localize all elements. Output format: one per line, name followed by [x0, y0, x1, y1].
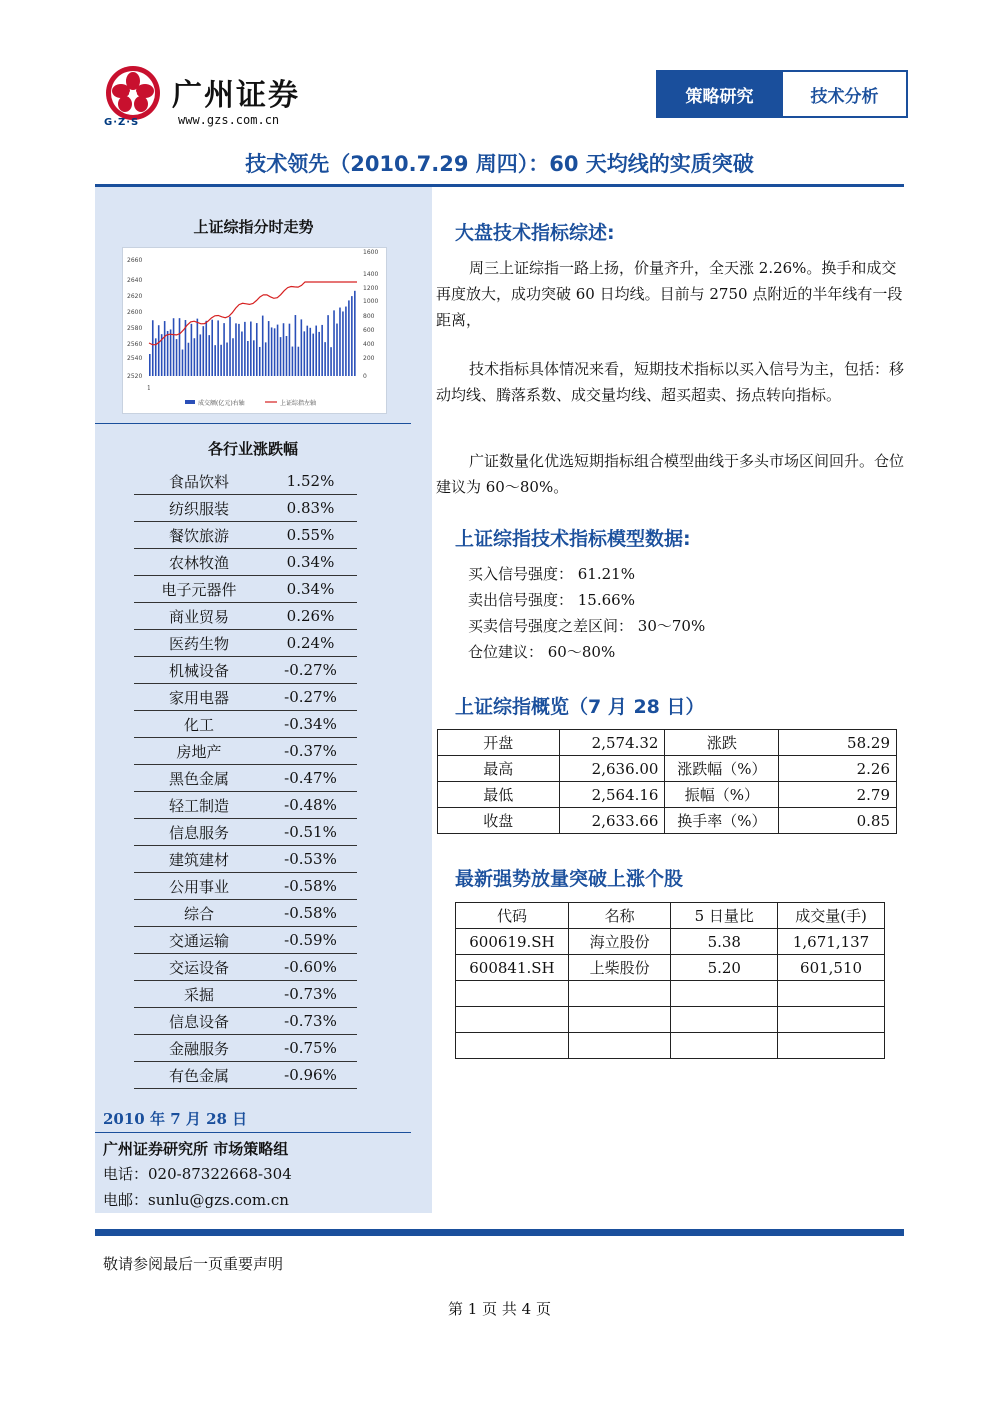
industry-row	[134, 1035, 357, 1062]
svg-text:1400: 1400	[363, 271, 379, 278]
industry-name: 房地产	[134, 738, 264, 765]
overview-row	[438, 730, 897, 756]
intraday-chart-svg	[123, 248, 386, 413]
stocks-header-cell: 5 日量比	[671, 903, 778, 929]
stock-cell	[568, 1033, 671, 1059]
contact-phone: 电话：020-87322668-304	[103, 1165, 292, 1183]
stocks-header-cell: 成交量(手)	[778, 903, 885, 929]
stock-cell	[778, 1007, 885, 1033]
industry-change: -0.73%	[264, 981, 357, 1008]
stock-cell: 上柴股份	[568, 955, 671, 981]
stock-cell	[456, 1007, 569, 1033]
volume-bar	[182, 350, 184, 376]
industry-name: 商业贸易	[134, 603, 264, 630]
section-title-model-data: 上证综指技术指标模型数据:	[455, 528, 691, 550]
volume-bar	[354, 291, 356, 376]
volume-bar	[256, 323, 258, 376]
industry-name: 交运设备	[134, 954, 264, 981]
volume-bar	[173, 318, 175, 376]
industry-name: 电子元器件	[134, 576, 264, 603]
stock-cell: 600619.SH	[456, 929, 569, 955]
svg-text:2640: 2640	[127, 277, 143, 284]
industry-row	[134, 630, 357, 657]
volume-bar	[345, 307, 347, 376]
intraday-chart-title: 上证综指分时走势	[193, 218, 314, 236]
volume-bar	[176, 339, 178, 376]
section-title-summary: 大盘技术指标综述:	[455, 222, 615, 244]
volume-bar	[283, 323, 285, 376]
volume-bar	[170, 329, 172, 376]
overview-value: 2.26	[779, 756, 897, 782]
volume-bar	[164, 321, 166, 376]
volume-bar	[205, 321, 207, 376]
stock-cell	[456, 1033, 569, 1059]
tag-strategy-research: 策略研究	[658, 72, 781, 116]
industry-name: 综合	[134, 900, 264, 927]
overview-value: 2,564.16	[559, 782, 665, 808]
industry-change: -0.75%	[264, 1035, 357, 1062]
volume-bar	[333, 310, 335, 376]
overview-label: 最低	[438, 782, 560, 808]
volume-bar	[330, 347, 332, 376]
svg-text:2660: 2660	[127, 257, 143, 264]
industry-name: 轻工制造	[134, 792, 264, 819]
volume-bar	[211, 320, 213, 376]
page-number: 第 1 页 共 4 页	[448, 1300, 551, 1318]
stock-cell	[778, 1033, 885, 1059]
industry-table-title: 各行业涨跌幅	[207, 440, 298, 458]
tag-technical-analysis: 技术分析	[781, 72, 906, 116]
volume-bar	[214, 345, 216, 376]
chart-x-tick: 1	[147, 385, 151, 392]
volume-bar	[250, 322, 252, 376]
industry-row	[134, 549, 357, 576]
stocks-header-cell: 名称	[568, 903, 671, 929]
stock-cell	[456, 981, 569, 1007]
industry-row	[134, 495, 357, 522]
overview-row	[438, 782, 897, 808]
industry-row	[134, 1062, 357, 1089]
volume-bar	[152, 320, 154, 376]
industry-change: 1.52%	[264, 468, 357, 495]
industry-row	[134, 765, 357, 792]
industry-change: -0.59%	[264, 927, 357, 954]
industry-change: 0.26%	[264, 603, 357, 630]
brand-name: 广州证券	[172, 78, 300, 113]
industry-change: 0.24%	[264, 630, 357, 657]
volume-bar	[306, 326, 308, 376]
svg-text:2540: 2540	[127, 355, 143, 362]
overview-value: 2,633.66	[559, 808, 665, 834]
overview-value: 2,574.32	[559, 730, 665, 756]
volume-bar	[324, 342, 326, 376]
overview-value: 0.85	[779, 808, 897, 834]
industry-row	[134, 738, 357, 765]
industry-row	[134, 927, 357, 954]
svg-text:2520: 2520	[127, 373, 143, 380]
industry-change: -0.37%	[264, 738, 357, 765]
overview-label: 最高	[438, 756, 560, 782]
overview-label: 换手率（%）	[665, 808, 779, 834]
sell-signal-strength: 卖出信号强度： 15.66%	[468, 591, 635, 609]
stock-cell: 600841.SH	[456, 955, 569, 981]
stocks-header-cell: 代码	[456, 903, 569, 929]
volume-bar	[244, 322, 246, 376]
industry-row	[134, 819, 357, 846]
volume-bar	[289, 324, 291, 376]
industry-change: 0.34%	[264, 549, 357, 576]
overview-label: 开盘	[438, 730, 560, 756]
stock-row	[456, 981, 885, 1007]
industry-row	[134, 873, 357, 900]
industry-name: 采掘	[134, 981, 264, 1008]
industry-name: 信息服务	[134, 819, 264, 846]
industry-row	[134, 657, 357, 684]
industry-row	[134, 603, 357, 630]
chart-right-axis-labels	[363, 249, 378, 380]
chart-left-axis-labels	[127, 257, 142, 380]
stock-cell	[568, 1007, 671, 1033]
intraday-chart	[122, 247, 387, 414]
volume-bar	[348, 300, 350, 376]
industry-name: 黑色金属	[134, 765, 264, 792]
volume-bar	[339, 308, 341, 376]
svg-text:1600: 1600	[363, 249, 379, 256]
svg-text:400: 400	[363, 341, 375, 348]
volume-bar	[194, 338, 196, 376]
industry-change: -0.96%	[264, 1062, 357, 1089]
sidebar-divider-bottom	[95, 1132, 411, 1133]
svg-text:600: 600	[363, 327, 375, 334]
industry-change: -0.58%	[264, 873, 357, 900]
industry-change: -0.51%	[264, 819, 357, 846]
stock-cell	[671, 1033, 778, 1059]
industry-change: -0.73%	[264, 1008, 357, 1035]
industry-name: 农林牧渔	[134, 549, 264, 576]
volume-bar	[158, 325, 160, 376]
volume-bar	[167, 331, 169, 376]
volume-bar	[277, 325, 279, 376]
industry-row	[134, 684, 357, 711]
industry-row	[134, 900, 357, 927]
svg-text:200: 200	[363, 355, 375, 362]
volume-bar	[309, 328, 311, 376]
volume-bar	[327, 315, 329, 376]
industry-name: 建筑建材	[134, 846, 264, 873]
legend-index: 上证综指左轴	[280, 400, 317, 407]
volume-bar	[220, 345, 222, 376]
industry-name: 食品饮料	[134, 468, 264, 495]
stock-cell: 601,510	[778, 955, 885, 981]
overview-label: 振幅（%）	[665, 782, 779, 808]
industry-change: -0.34%	[264, 711, 357, 738]
industry-name: 有色金属	[134, 1062, 264, 1089]
volume-bar	[191, 324, 193, 376]
volume-bar	[292, 347, 294, 376]
industry-row	[134, 711, 357, 738]
overview-label: 收盘	[438, 808, 560, 834]
stock-cell: 5.38	[671, 929, 778, 955]
volume-bar	[179, 318, 181, 376]
section-title-breakout-stocks: 最新强势放量突破上涨个股	[455, 868, 684, 890]
industry-change: 0.34%	[264, 576, 357, 603]
volume-bar	[200, 334, 202, 376]
svg-text:2580: 2580	[127, 325, 143, 332]
volume-bar	[232, 338, 234, 376]
svg-text:0: 0	[363, 373, 367, 380]
chart-legend	[185, 399, 316, 407]
signal-difference-range: 买卖信号强度之差区间： 30～70%	[468, 617, 706, 635]
volume-bar	[268, 321, 270, 376]
industry-row	[134, 468, 357, 495]
footer-divider	[95, 1229, 904, 1236]
volume-bar	[298, 347, 300, 376]
overview-value: 2.79	[779, 782, 897, 808]
stock-row	[456, 1007, 885, 1033]
industry-change: 0.83%	[264, 495, 357, 522]
svg-text:1200: 1200	[363, 285, 379, 292]
volume-bar	[295, 315, 297, 376]
volume-bar	[247, 341, 249, 376]
industry-change: -0.27%	[264, 684, 357, 711]
svg-text:800: 800	[363, 313, 375, 320]
industry-row	[134, 576, 357, 603]
stock-cell: 5.20	[671, 955, 778, 981]
industry-name: 医药生物	[134, 630, 264, 657]
industry-name: 纺织服装	[134, 495, 264, 522]
legend-bar-swatch	[185, 400, 195, 404]
volume-bar	[226, 343, 228, 376]
industry-change: -0.60%	[264, 954, 357, 981]
svg-text:1000: 1000	[363, 298, 379, 305]
industry-name: 交通运输	[134, 927, 264, 954]
summary-paragraph-3: 广证数量化优选短期指标组合模型曲线于多头市场区间回升。仓位建议为 60～80%。	[436, 452, 905, 496]
overview-label: 涨跌	[665, 730, 779, 756]
index-overview-table	[437, 729, 897, 834]
volume-bar	[321, 325, 323, 376]
volume-bar	[280, 337, 282, 376]
stock-cell	[778, 981, 885, 1007]
industry-name: 化工	[134, 711, 264, 738]
volume-bar	[312, 334, 314, 376]
industry-row	[134, 981, 357, 1008]
industry-row	[134, 522, 357, 549]
industry-name: 家用电器	[134, 684, 264, 711]
report-date: 2010 年 7 月 28 日	[103, 1110, 248, 1128]
industry-row	[134, 1008, 357, 1035]
industry-name: 信息设备	[134, 1008, 264, 1035]
brand-url: www.gzs.com.cn	[178, 113, 280, 127]
stock-row	[456, 1033, 885, 1059]
research-org: 广州证券研究所 市场策略组	[103, 1140, 289, 1158]
volume-bar	[238, 324, 240, 376]
svg-text:2620: 2620	[127, 293, 143, 300]
company-logo-icon	[104, 64, 162, 122]
overview-row	[438, 808, 897, 834]
svg-text:2600: 2600	[127, 309, 143, 316]
volume-bar	[336, 324, 338, 376]
summary-paragraph-2: 技术指标具体情况来看，短期技术指标以买入信号为主，包括：移动均线、腾落系数、成交量均线、超买超卖、扬点转向指标。	[436, 360, 905, 404]
industry-change: -0.53%	[264, 846, 357, 873]
volume-bar	[235, 323, 237, 376]
volume-bar	[265, 342, 267, 376]
overview-value: 58.29	[779, 730, 897, 756]
industry-name: 金融服务	[134, 1035, 264, 1062]
section-title-overview: 上证综指概览（7 月 28 日）	[455, 696, 705, 718]
industry-name: 餐饮旅游	[134, 522, 264, 549]
legend-volume: 成交额(亿元)右轴	[198, 400, 245, 407]
industry-change: -0.27%	[264, 657, 357, 684]
stock-cell	[671, 1007, 778, 1033]
stock-row	[456, 929, 885, 955]
volume-bar	[229, 317, 231, 376]
svg-text:2560: 2560	[127, 341, 143, 348]
report-type-tags	[656, 70, 908, 118]
position-suggestion: 仓位建议： 60～80%	[468, 643, 616, 661]
stock-cell	[568, 981, 671, 1007]
volume-bar	[149, 354, 151, 376]
industry-row	[134, 846, 357, 873]
brand-abbreviation: G·Z·S	[104, 117, 140, 128]
stock-row	[456, 955, 885, 981]
industry-name: 机械设备	[134, 657, 264, 684]
industry-change: 0.55%	[264, 522, 357, 549]
industry-change: -0.47%	[264, 765, 357, 792]
volume-bar	[274, 328, 276, 376]
volume-bar	[304, 331, 306, 376]
volume-bar	[342, 311, 344, 376]
industry-change: -0.48%	[264, 792, 357, 819]
volume-bar	[318, 332, 320, 376]
industry-name: 公用事业	[134, 873, 264, 900]
volume-bar	[197, 319, 199, 376]
volume-bar	[241, 332, 243, 376]
stock-cell: 1,671,137	[778, 929, 885, 955]
industry-change: -0.58%	[264, 900, 357, 927]
overview-row	[438, 756, 897, 782]
volume-bar	[286, 336, 288, 376]
summary-paragraph-1: 周三上证综指一路上扬，价量齐升，全天涨 2.26%。换手和成交再度放大，成功突破 60 日均线。目前与 2750 点附近的半年线有一段距离，	[436, 259, 903, 329]
volume-bar	[259, 347, 261, 376]
volume-bar	[223, 323, 225, 376]
stock-cell	[671, 981, 778, 1007]
volume-bar	[202, 326, 204, 376]
volume-bar	[301, 319, 303, 376]
breakout-stocks-table	[455, 902, 885, 1059]
volume-bar	[208, 335, 210, 376]
sidebar-divider	[95, 423, 411, 424]
volume-bar	[351, 296, 353, 376]
volume-bar	[315, 326, 317, 376]
volume-bar	[271, 327, 273, 376]
volume-bar	[262, 316, 264, 376]
volume-bar	[188, 343, 190, 376]
stocks-header-row	[456, 903, 885, 929]
industry-row	[134, 792, 357, 819]
overview-value: 2,636.00	[559, 756, 665, 782]
document-title: 技术领先（2010.7.29 周四）：60 天均线的实质突破	[245, 152, 754, 176]
industry-row	[134, 954, 357, 981]
overview-label: 涨跌幅（%）	[665, 756, 779, 782]
industry-change-table	[134, 468, 357, 1089]
disclaimer-note: 敬请参阅最后一页重要声明	[103, 1255, 284, 1273]
volume-bar	[253, 340, 255, 376]
buy-signal-strength: 买入信号强度： 61.21%	[468, 565, 635, 583]
stock-cell: 海立股份	[568, 929, 671, 955]
contact-email: 电邮：sunlu@gzs.com.cn	[103, 1191, 289, 1209]
volume-bar	[217, 320, 219, 376]
